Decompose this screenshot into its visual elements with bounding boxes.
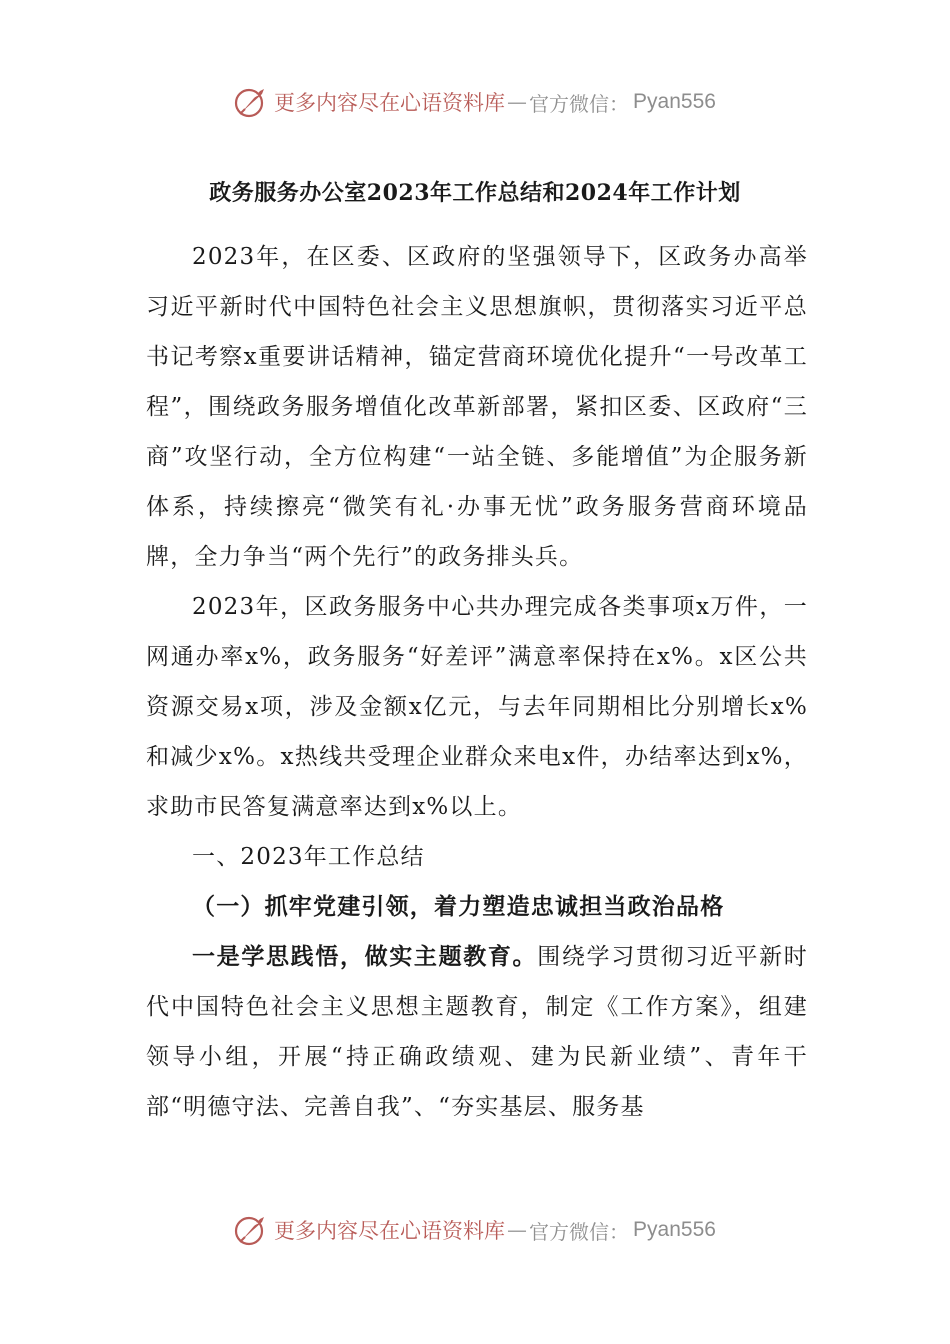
- section-heading: 一、2023年工作总结: [192, 844, 425, 870]
- wechat-label: 官方微信：: [529, 1219, 630, 1244]
- intro-paragraph: 2023年，在区委、区政府的坚强领导下，区政务办高举习近平新时代中国特色社会主义思想旗帜，贯彻落实习近平总书记考察x重要讲话精神，锚定营商环境优化提升“一号改革工程”，围绕政务服务增值化改革新部署，紧扣区委、区政府“三商”攻坚行动，全方位构建“一站全链、多能增值”为企服务新体系，持续擦亮“微笑有礼·办事无忧”政务服务营商环境品牌，全力争当“两个先行”的政务排头兵。: [146, 244, 808, 570]
- banner-separator: —: [507, 1218, 528, 1242]
- wechat-label: 官方微信：: [529, 91, 630, 116]
- brand-text: 更多内容尽在心语资料库: [274, 1219, 506, 1243]
- footer-banner: [0, 1208, 950, 1252]
- subsection-heading: （一）抓牢党建引领，着力塑造忠诚担当政治品格: [192, 893, 725, 920]
- body-paragraph: [146, 932, 808, 1132]
- quill-logo-icon: [234, 1213, 268, 1247]
- banner-separator: —: [507, 90, 528, 114]
- stats-paragraph: 2023年，区政务服务中心共办理完成各类事项x万件，一网通办率x%，政务服务“好差评”满意率保持在x%。x区公共资源交易x项，涉及金额x亿元，与去年同期相比分别增长x%和减少x%。x热线共受理企业群众来电x件，办结率达到x%，求助市民答复满意率达到x%以上。: [146, 594, 808, 820]
- quill-logo-icon: [234, 85, 268, 119]
- wechat-id: Pyan556: [633, 90, 716, 113]
- document-title: 政务服务办公室2023年工作总结和2024年工作计划: [209, 180, 741, 206]
- paragraph-text: 围绕学习贯彻习近平新时代中国特色社会主义思想主题教育，制定《工作方案》，组建领导小组，开展“持正确政绩观、建为民新业绩”、青年干部“明德守法、完善自我”、“夯实基层、服务基: [146, 944, 808, 1120]
- header-banner: [0, 80, 950, 124]
- paragraph-lead: 一是学思践悟，做实主题教育。: [192, 943, 538, 970]
- brand-text: 更多内容尽在心语资料库: [274, 91, 506, 115]
- wechat-id: Pyan556: [633, 1218, 716, 1241]
- document-body: [146, 232, 808, 1132]
